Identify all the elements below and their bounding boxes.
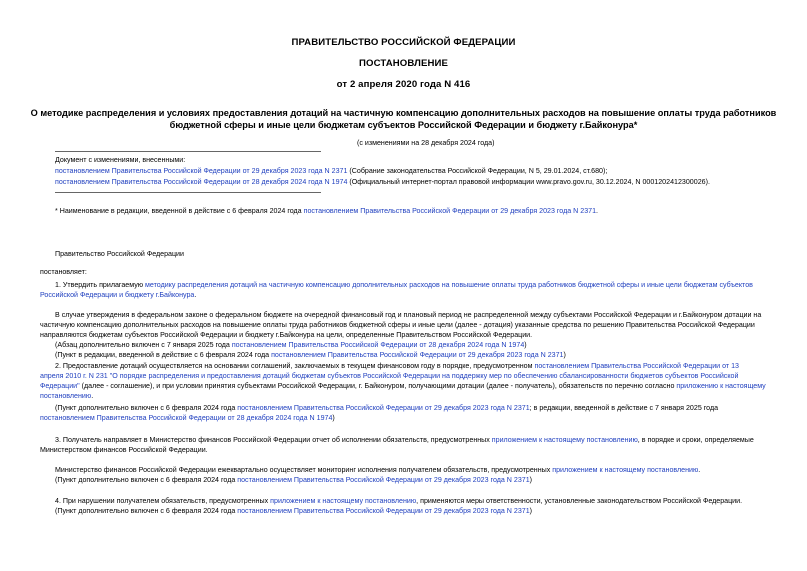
amendment-link-2371[interactable]: постановлением Правительства Российской Федерации от 29 декабря 2023 года N 2371 [55,167,348,175]
appendix-link-4[interactable]: приложением к настоящему постановлению [270,497,417,505]
appendix-link-2[interactable]: приложением к настоящему постановлению [491,436,638,444]
changes-item-2: постановлением Правительства Российской Федерации от 28 декабря 2024 года N 1974 (Официальный интернет-портал правовой информации www.pravo.gov.ru, 30.12.2024, N 0001202412300026). [55,178,710,186]
note-3-link[interactable]: постановлением Правительства Российской Федерации от 29 декабря 2023 года N 2371 [237,404,530,412]
note-4: (Пункт дополнительно включен с 6 февраля 2024 года постановлением Правительства Российской Федерации от 29 декабря 2023 года N 2371) [55,476,533,484]
methodology-link-cont[interactable]: Российской Федерации и бюджету г.Байконура [40,291,195,299]
paragraph-3-line1: 3. Получатель направляет в Министерство финансов Российской Федерации отчет об исполнении обязательств, предусмотренных приложением к настоящему постановлению, в порядке и сроки, определяемые [55,436,754,444]
note-1-link[interactable]: постановлением Правительства Российской Федерации от 28 декабря 2024 года N 1974 [231,341,525,349]
paragraph-1-line2: Российской Федерации и бюджету г.Байконура. [40,291,197,299]
changes-item-1: постановлением Правительства Российской Федерации от 29 декабря 2023 года N 2371 (Собрание законодательства Российской Федерации, N 5, 29.01.2024, ст.680); [55,167,608,175]
document-title-line2: бюджетной сферы и иные цели бюджетам субъектов Российской Федерации и бюджету г.Байконура* [169,120,638,130]
paragraph-4: 4. При нарушении получателем обязательств, предусмотренных приложением к настоящему постановлению, применяются меры ответственности, установленные законодательством Российской Федерации. [55,497,743,505]
note-4-link[interactable]: постановлением Правительства Российской Федерации от 29 декабря 2023 года N 2371 [237,476,530,484]
resolution-231-link-cont[interactable]: апреля 2010 г. N 231 "О порядке распределения и предоставления дотаций бюджетам субъектов Российской Федерации на поддержку мер по обеспечению сбалансированности бюджетов субъектов Российской [40,372,739,380]
resolution-231-link-end[interactable]: Федерации" [40,382,80,390]
note-3-line1: (Пункт дополнительно включен с 6 февраля 2024 года постановлением Правительства Российской Федерации от 29 декабря 2023 года N 2371; в редакции, введенной в действие с 7 января 2025 года [55,404,719,412]
paragraph-case-line2: частичную компенсацию дополнительных расходов на повышение оплаты труда работников бюджетной сферы и иные цели (далее - дотация) указанные средства по решению Правительства Российской Федерации [40,321,755,329]
document-type: ПОСТАНОВЛЕНИЕ [359,58,448,69]
changes-intro: Документ с изменениями, внесенными: [55,156,186,164]
appendix-link-1-cont[interactable]: постановлению [40,392,92,400]
footnote-link[interactable]: постановлением Правительства Российской Федерации от 29 декабря 2023 года N 2371 [303,207,597,215]
paragraph-case-line1: В случае утверждения в федеральном законе о федеральном бюджете на очередной финансовый год и плановый период не распределенной между субъектами Российской Федерации и г.Байконуром дотации на [55,311,762,319]
paragraph-2-line4: постановлению. [40,392,94,400]
government-heading: ПРАВИТЕЛЬСТВО РОССИЙСКОЙ ФЕДЕРАЦИИ [291,37,516,48]
paragraph-case-line3: направляются бюджетам субъектов Российской Федерации и бюджету г.Байконура на цели, определенные Правительством Российской Федерации. [40,331,533,339]
footnote: * Наименование в редакции, введенной в действие с 6 февраля 2024 года постановлением Правительства Российской Федерации от 29 декабря 2023 года N 2371. [55,207,599,215]
note-3-link-2[interactable]: постановлением Правительства Российской Федерации от 28 декабря 2024 года N 1974 [40,414,333,422]
paragraph-3-line2: Министерством финансов Российской Федерации. [40,446,208,454]
decides: постановляет: [40,268,87,276]
resolution-231-link[interactable]: постановлением Правительства Российской Федерации от 13 [534,362,740,370]
revision-note: (с изменениями на 28 декабря 2024 года) [357,139,495,147]
signer: Правительство Российской Федерации [55,250,184,258]
note-2-link[interactable]: постановлением Правительства Российской Федерации от 29 декабря 2023 года N 2371 [271,351,564,359]
paragraph-mf: Министерство финансов Российской Федерации ежеквартально осуществляет мониторинг исполнения получателем обязательств, предусмотренных приложением к настоящему постановлению. [55,466,701,474]
document-title-line1: О методике распределения и условиях предоставления дотаций на частичную компенсацию дополнительных расходов на повышение оплаты труда работников [30,108,777,118]
note-1: (Абзац дополнительно включен с 7 января 2025 года постановлением Правительства Российской Федерации от 28 декабря 2024 года N 1974) [55,341,527,349]
methodology-link[interactable]: методику распределения дотаций на частичную компенсацию дополнительных расходов на повышение оплаты труда работников бюджетной сферы и иные цели бюджетам субъектов [145,281,753,289]
paragraph-2-line1: 2. Предоставление дотаций осуществляется на основании соглашений, заключаемых в текущем финансовом году в порядке, предусмотренном постановлением Правительства Российской Федерации от 13 [55,362,740,370]
paragraph-2-line2 [40,372,738,381]
appendix-link-3[interactable]: приложением к настоящему постановлению [552,466,699,474]
note-5-link[interactable]: постановлением Правительства Российской Федерации от 29 декабря 2023 года N 2371 [237,507,530,515]
note-2: (Пункт в редакции, введенной в действие с 6 февраля 2024 года постановлением Правительства Российской Федерации от 29 декабря 2023 года N 2371) [55,351,566,359]
note-3-line2: постановлением Правительства Российской Федерации от 28 декабря 2024 года N 1974) [40,414,335,422]
appendix-link-1[interactable]: приложению к настоящему [676,382,766,390]
amendment-link-1974[interactable]: постановлением Правительства Российской Федерации от 28 декабря 2024 года N 1974 [55,178,348,186]
paragraph-1-line1: 1. Утвердить прилагаемую методику распределения дотаций на частичную компенсацию дополнительных расходов на повышение оплаты труда работников бюджетной сферы и иные цели бюджетам субъектов [55,281,753,289]
paragraph-2-line3: Федерации" (далее - соглашение), и при условии принятия субъектами Российской Федерации, г. Байконуром, получающими дотации (далее - получатель), обязательств по перечню согласно приложению к настоящему [40,382,766,390]
document-date-number: от 2 апреля 2020 года N 416 [336,79,471,90]
note-5: (Пункт дополнительно включен с 6 февраля 2024 года постановлением Правительства Российской Федерации от 29 декабря 2023 года N 2371) [55,507,533,515]
divider-bottom [55,192,321,193]
divider-top [55,151,321,152]
